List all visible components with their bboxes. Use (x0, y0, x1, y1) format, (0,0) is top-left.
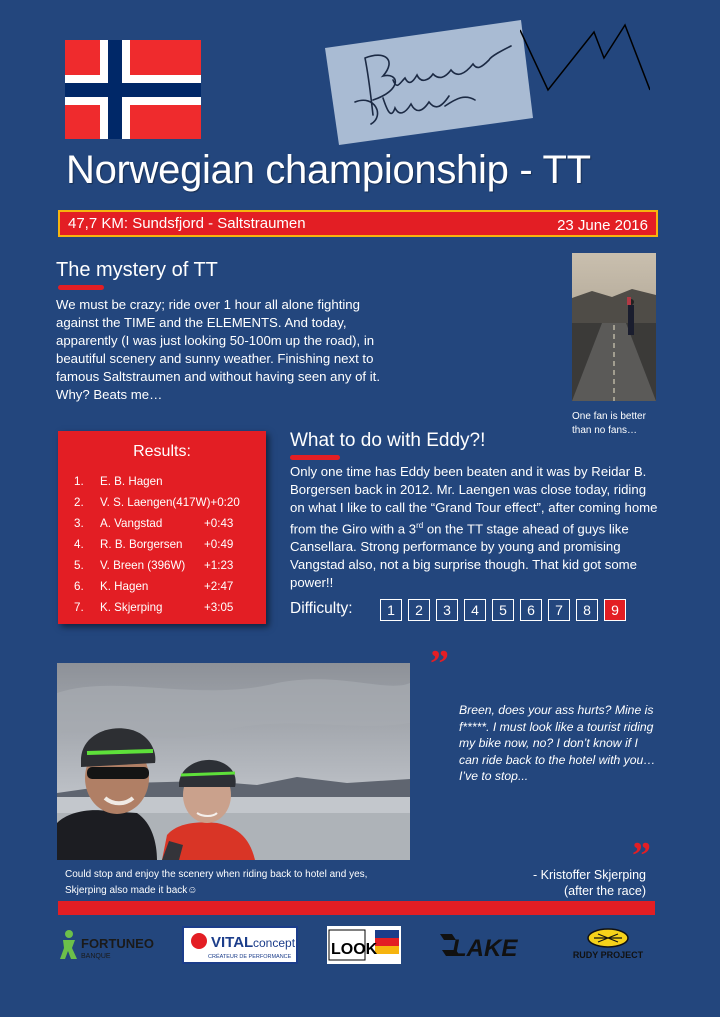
difficulty-label: Difficulty: (290, 600, 353, 617)
svg-text:LAKE: LAKE (452, 935, 518, 962)
result-row: 5. V. Breen (396W) +1:23 (74, 559, 234, 572)
svg-text:LOOK: LOOK (331, 941, 378, 958)
difficulty-box-8: 8 (576, 599, 598, 621)
results-card (58, 431, 266, 624)
quote-text: Breen, does your ass hurts? Mine is f*****. I must look like a tourist riding my bike now, no? I don’t know if I can ride back to the hotel with you…I’ve to stop... (459, 703, 656, 783)
signature-card (325, 20, 540, 145)
quote-author: - Kristoffer Skjerping (after the race) (532, 868, 646, 898)
footer-bar (58, 901, 655, 915)
results-list (58, 475, 266, 622)
svg-text:concept: concept (253, 936, 296, 950)
difficulty-box-6: 6 (520, 599, 542, 621)
svg-text:VITAL: VITAL (211, 934, 254, 951)
difficulty-box-7: 7 (548, 599, 570, 621)
difficulty-box-4: 4 (464, 599, 486, 621)
road-photo-caption: One fan is better than no fans… (572, 411, 646, 436)
mountain-outline (520, 20, 650, 100)
rudy-project-logo (562, 926, 654, 966)
quote-close-mark: ” (632, 835, 651, 877)
result-row: 2. V. S. Laengen(417W)+0:20 (74, 496, 240, 509)
result-row: 7. K. Skjerping +3:05 (74, 601, 234, 614)
difficulty-scale (380, 599, 626, 621)
race-route: 47,7 KM: Sundsfjord - Saltstraumen (68, 215, 306, 232)
difficulty-box-1: 1 (380, 599, 402, 621)
difficulty-box-2: 2 (408, 599, 430, 621)
look-logo (327, 926, 401, 964)
fortuneo-logo (60, 926, 160, 966)
results-title: Results: (133, 443, 191, 460)
eddy-heading: What to do with Eddy?! (290, 430, 486, 451)
race-date: 23 June 2016 (557, 217, 648, 234)
heading-underline (290, 455, 340, 460)
difficulty-box-9: 9 (604, 599, 626, 621)
result-row: 1. E. B. Hagen (74, 475, 163, 488)
eddy-text: Only one time has Eddy been beaten and it was by Reidar B. Borgersen back in 2012. Mr. Laengen was close today, riding on what I like to call the “Grand Tour effect”, after coming home from the Giro with a 3rd on the TT stage ahead of guys like Cansellara. Strong performance by young and promising Vangstad also, not a big surprise though. That kid got some power!! (290, 464, 658, 591)
heading-underline (58, 285, 104, 290)
result-row: 3. A. Vangstad +0:43 (74, 517, 234, 530)
difficulty-box-5: 5 (492, 599, 514, 621)
svg-text:FORTUNEO: FORTUNEO (81, 936, 154, 951)
lake-logo (438, 926, 526, 966)
difficulty-box-3: 3 (436, 599, 458, 621)
selfie-photo-caption: Could stop and enjoy the scenery when riding back to hotel and yes, Skjerping also made it back☺ (65, 869, 368, 896)
vital-concept-logo (182, 926, 298, 964)
result-row: 4. R. B. Borgersen +0:49 (74, 538, 234, 551)
page-title: Norwegian championship - TT (66, 148, 591, 192)
mystery-text: We must be crazy; ride over 1 hour all alone fighting against the TIME and the ELEMENTS. And today, apparently (I was just looking 50-100m up the road), in beautiful scenery and sunny weather. Finishing next to famous Saltstraumen and without having seen any of it. Why? Beats me… (56, 297, 381, 402)
selfie-photo (57, 663, 410, 860)
svg-text:BANQUE: BANQUE (81, 953, 111, 960)
race-info-bar (58, 210, 658, 237)
svg-text:RUDY PROJECT: RUDY PROJECT (572, 950, 644, 960)
result-row: 6. K. Hagen +2:47 (74, 580, 234, 593)
svg-text:CRÉATEUR DE PERFORMANCE: CRÉATEUR DE PERFORMANCE (208, 954, 292, 960)
norway-flag (65, 40, 201, 139)
mystery-heading: The mystery of TT (56, 259, 218, 281)
road-photo (572, 253, 656, 401)
quote-open-mark: ” (430, 643, 449, 685)
